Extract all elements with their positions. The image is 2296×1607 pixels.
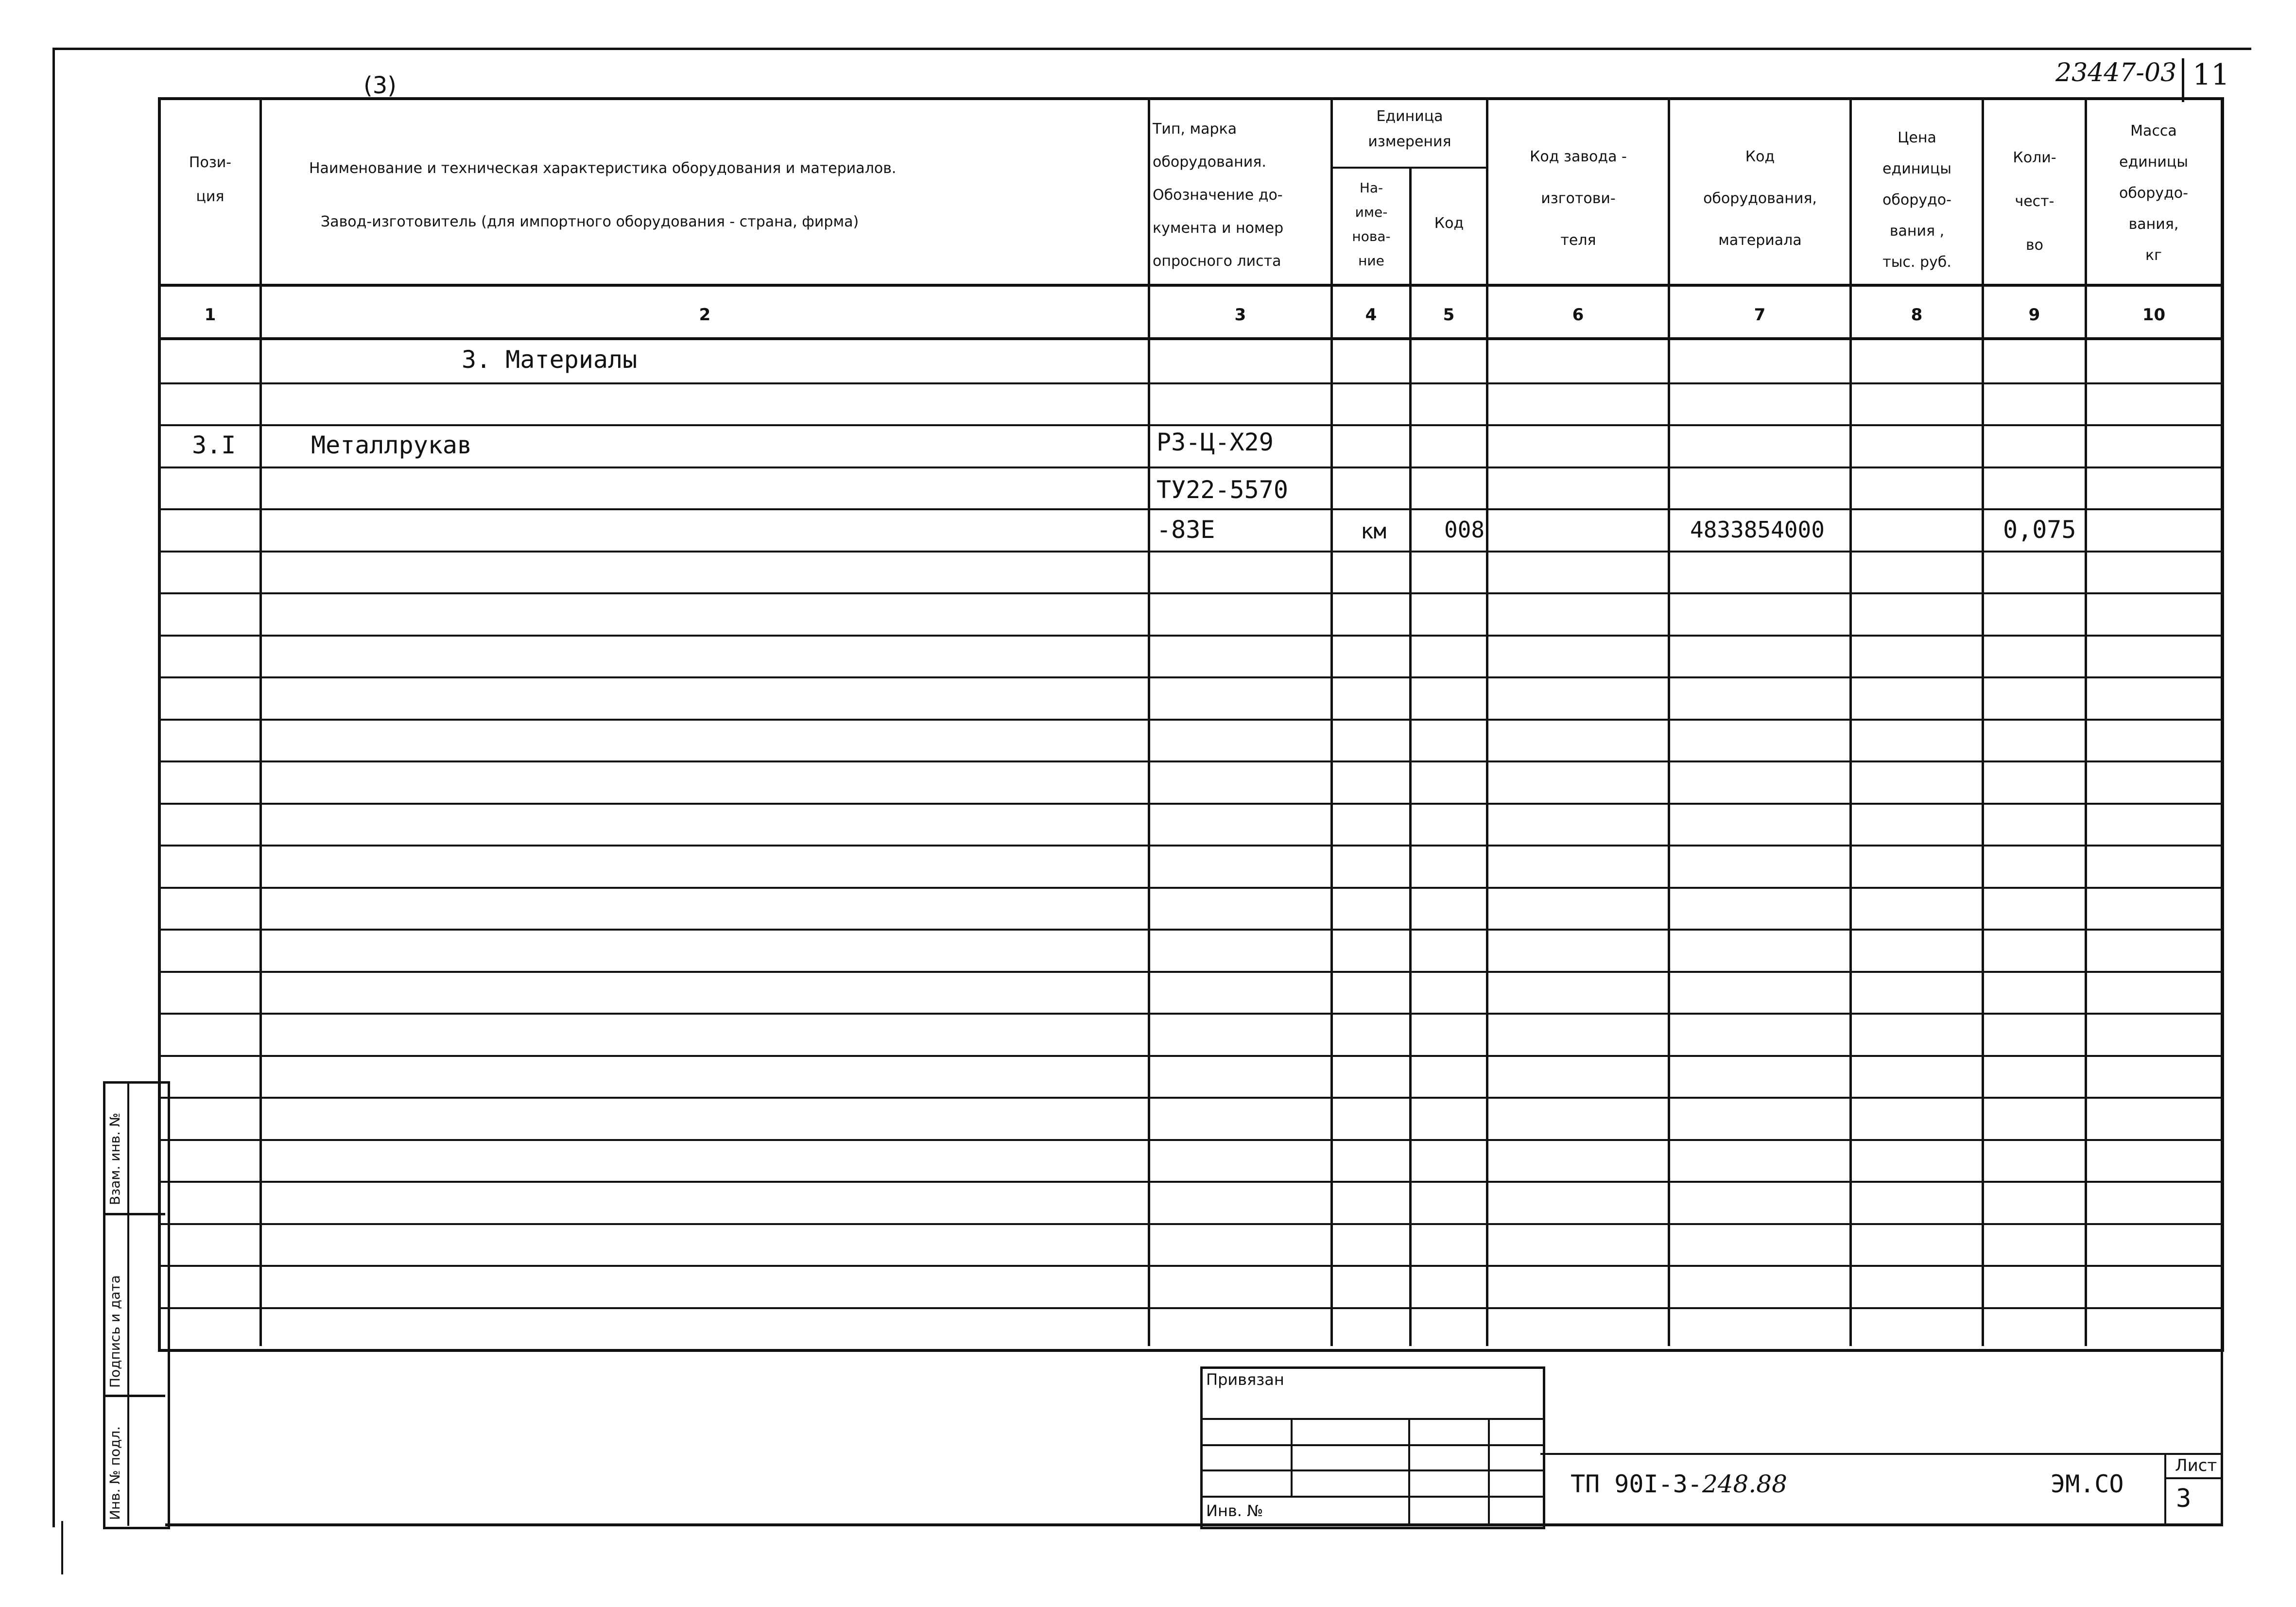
table-row-line xyxy=(158,1139,2221,1141)
inv-no-label: Инв. № xyxy=(1206,1502,1263,1520)
table-row-line xyxy=(158,508,2221,510)
table-row-line xyxy=(158,424,2221,426)
table-row-line xyxy=(158,760,2221,762)
privyazan-vline-3 xyxy=(1488,1418,1490,1524)
sheet-box-mid-line xyxy=(2164,1477,2223,1479)
section-title: 3. Материалы xyxy=(462,346,638,374)
header-quantity: Коли- чест- во xyxy=(2013,149,2056,254)
table-row-line xyxy=(158,635,2221,637)
right-margin-line xyxy=(2221,97,2223,1526)
table-row-line xyxy=(158,1223,2221,1225)
table-row-line xyxy=(158,929,2221,931)
table-row-line xyxy=(158,1097,2221,1099)
header-unit-group: Единица измерения xyxy=(1368,108,1451,150)
side-stamp-inner-line xyxy=(127,1081,129,1526)
colnum-9: 9 xyxy=(2028,305,2040,325)
page-frame-left-extension xyxy=(61,1521,63,1574)
document-code: ЭМ.СО xyxy=(2051,1470,2124,1498)
table-row-line xyxy=(158,971,2221,973)
row-1-type: РЗ-Ц-Х29 xyxy=(1157,428,1274,456)
designation-handwritten: 248.88 xyxy=(1702,1470,1787,1498)
header-bottom-line xyxy=(158,284,2221,287)
col-line-8 xyxy=(1982,97,1984,1346)
table-row-line xyxy=(158,592,2221,594)
column-numbers-bottom-line xyxy=(158,337,2221,340)
side-stamp-signature-date: Подпись и дата xyxy=(107,1275,123,1388)
col-line-3 xyxy=(1330,97,1333,1346)
designation-top-line xyxy=(1540,1453,2223,1455)
table-row-line xyxy=(158,467,2221,468)
table-row-line xyxy=(158,551,2221,553)
designation xyxy=(1571,1469,1787,1499)
header-price: Цена единицы оборудо- вания , тыс. руб. xyxy=(1882,129,1951,271)
col-line-6 xyxy=(1668,97,1670,1346)
table-row-line xyxy=(158,845,2221,847)
header-equipment-code: Код оборудования, материала xyxy=(1703,148,1817,249)
privyazan-line-2 xyxy=(1200,1444,1543,1446)
row-2-type: ТУ22-5570 xyxy=(1157,476,1288,504)
top-note: (3) xyxy=(363,72,397,99)
header-factory-code: Код завода - изготови- теля xyxy=(1530,148,1627,249)
table-row-line xyxy=(158,1055,2221,1057)
page-number: 11 xyxy=(2192,58,2230,92)
side-stamp-replace-inv: Взам. инв. № xyxy=(107,1112,123,1205)
side-stamp-divider-1 xyxy=(103,1213,165,1215)
privyazan-line-4 xyxy=(1200,1496,1543,1498)
side-stamp-divider-2 xyxy=(103,1395,165,1397)
header-type: Тип, марка оборудования. Обозначение до- кумента и номер опросного листа xyxy=(1153,121,1284,270)
header-mass: Масса единицы оборудо- вания, кг xyxy=(2119,122,2188,264)
sheet-box-line xyxy=(2164,1453,2166,1526)
privyazan-label: Привязан xyxy=(1206,1370,1284,1389)
table-row-line xyxy=(158,382,2221,384)
row-1-name: Металлрукав xyxy=(311,431,472,459)
privyazan-vline-1 xyxy=(1291,1418,1293,1497)
document-number: 23447-03 xyxy=(2055,58,2177,87)
privyazan-line-1 xyxy=(1200,1418,1543,1420)
colnum-2: 2 xyxy=(699,305,711,325)
col-line-7 xyxy=(1849,97,1852,1346)
designation-prefix: ТП 90I-3- xyxy=(1571,1470,1702,1498)
row-1-position: 3.I xyxy=(192,431,236,459)
colnum-5: 5 xyxy=(1443,305,1455,325)
page-number-box-divider xyxy=(2182,58,2184,102)
title-block-bottom-line xyxy=(165,1523,2223,1526)
table-row-line xyxy=(158,1181,2221,1183)
side-stamp-inv-original: Инв. № подл. xyxy=(107,1426,123,1520)
row-3-code: 4833854000 xyxy=(1690,517,1825,543)
sheet-number: 3 xyxy=(2176,1484,2192,1513)
table-row-line xyxy=(158,719,2221,721)
col-line-2 xyxy=(1148,97,1150,1346)
header-position: Пози- ция xyxy=(189,154,232,205)
table-row-line xyxy=(158,803,2221,805)
colnum-8: 8 xyxy=(1911,305,1923,325)
table-row-line xyxy=(158,676,2221,678)
col-line-1 xyxy=(259,97,262,1346)
colnum-7: 7 xyxy=(1754,305,1766,325)
privyazan-line-3 xyxy=(1200,1469,1543,1471)
row-3-unit-code: 008 xyxy=(1444,517,1485,543)
unit-group-line xyxy=(1330,167,1488,169)
sheet-label: Лист xyxy=(2175,1456,2217,1475)
table-row-line xyxy=(158,1265,2221,1267)
colnum-1: 1 xyxy=(204,305,216,325)
col-line-5 xyxy=(1486,97,1488,1346)
privyazan-vline-2 xyxy=(1408,1418,1410,1524)
header-unit-code: Код xyxy=(1434,215,1464,232)
col-line-4 xyxy=(1409,168,1412,1346)
table-row-line xyxy=(158,1013,2221,1015)
row-3-unit: км xyxy=(1361,519,1386,544)
header-name: Наименование и техническая характеристика оборудования и материалов. Завод-изготовитель (для импортного оборудования - страна, фирма) xyxy=(309,160,897,230)
colnum-3: 3 xyxy=(1234,305,1246,325)
header-unit-name: На- име- нова- ние xyxy=(1352,180,1391,269)
colnum-10: 10 xyxy=(2142,305,2166,325)
table-row-line xyxy=(158,887,2221,889)
table-row-line xyxy=(158,1307,2221,1309)
colnum-4: 4 xyxy=(1365,305,1377,325)
col-line-9 xyxy=(2085,97,2087,1346)
colnum-6: 6 xyxy=(1572,305,1584,325)
row-3-quantity: 0,075 xyxy=(2003,516,2076,544)
row-3-type: -83Е xyxy=(1157,516,1215,544)
